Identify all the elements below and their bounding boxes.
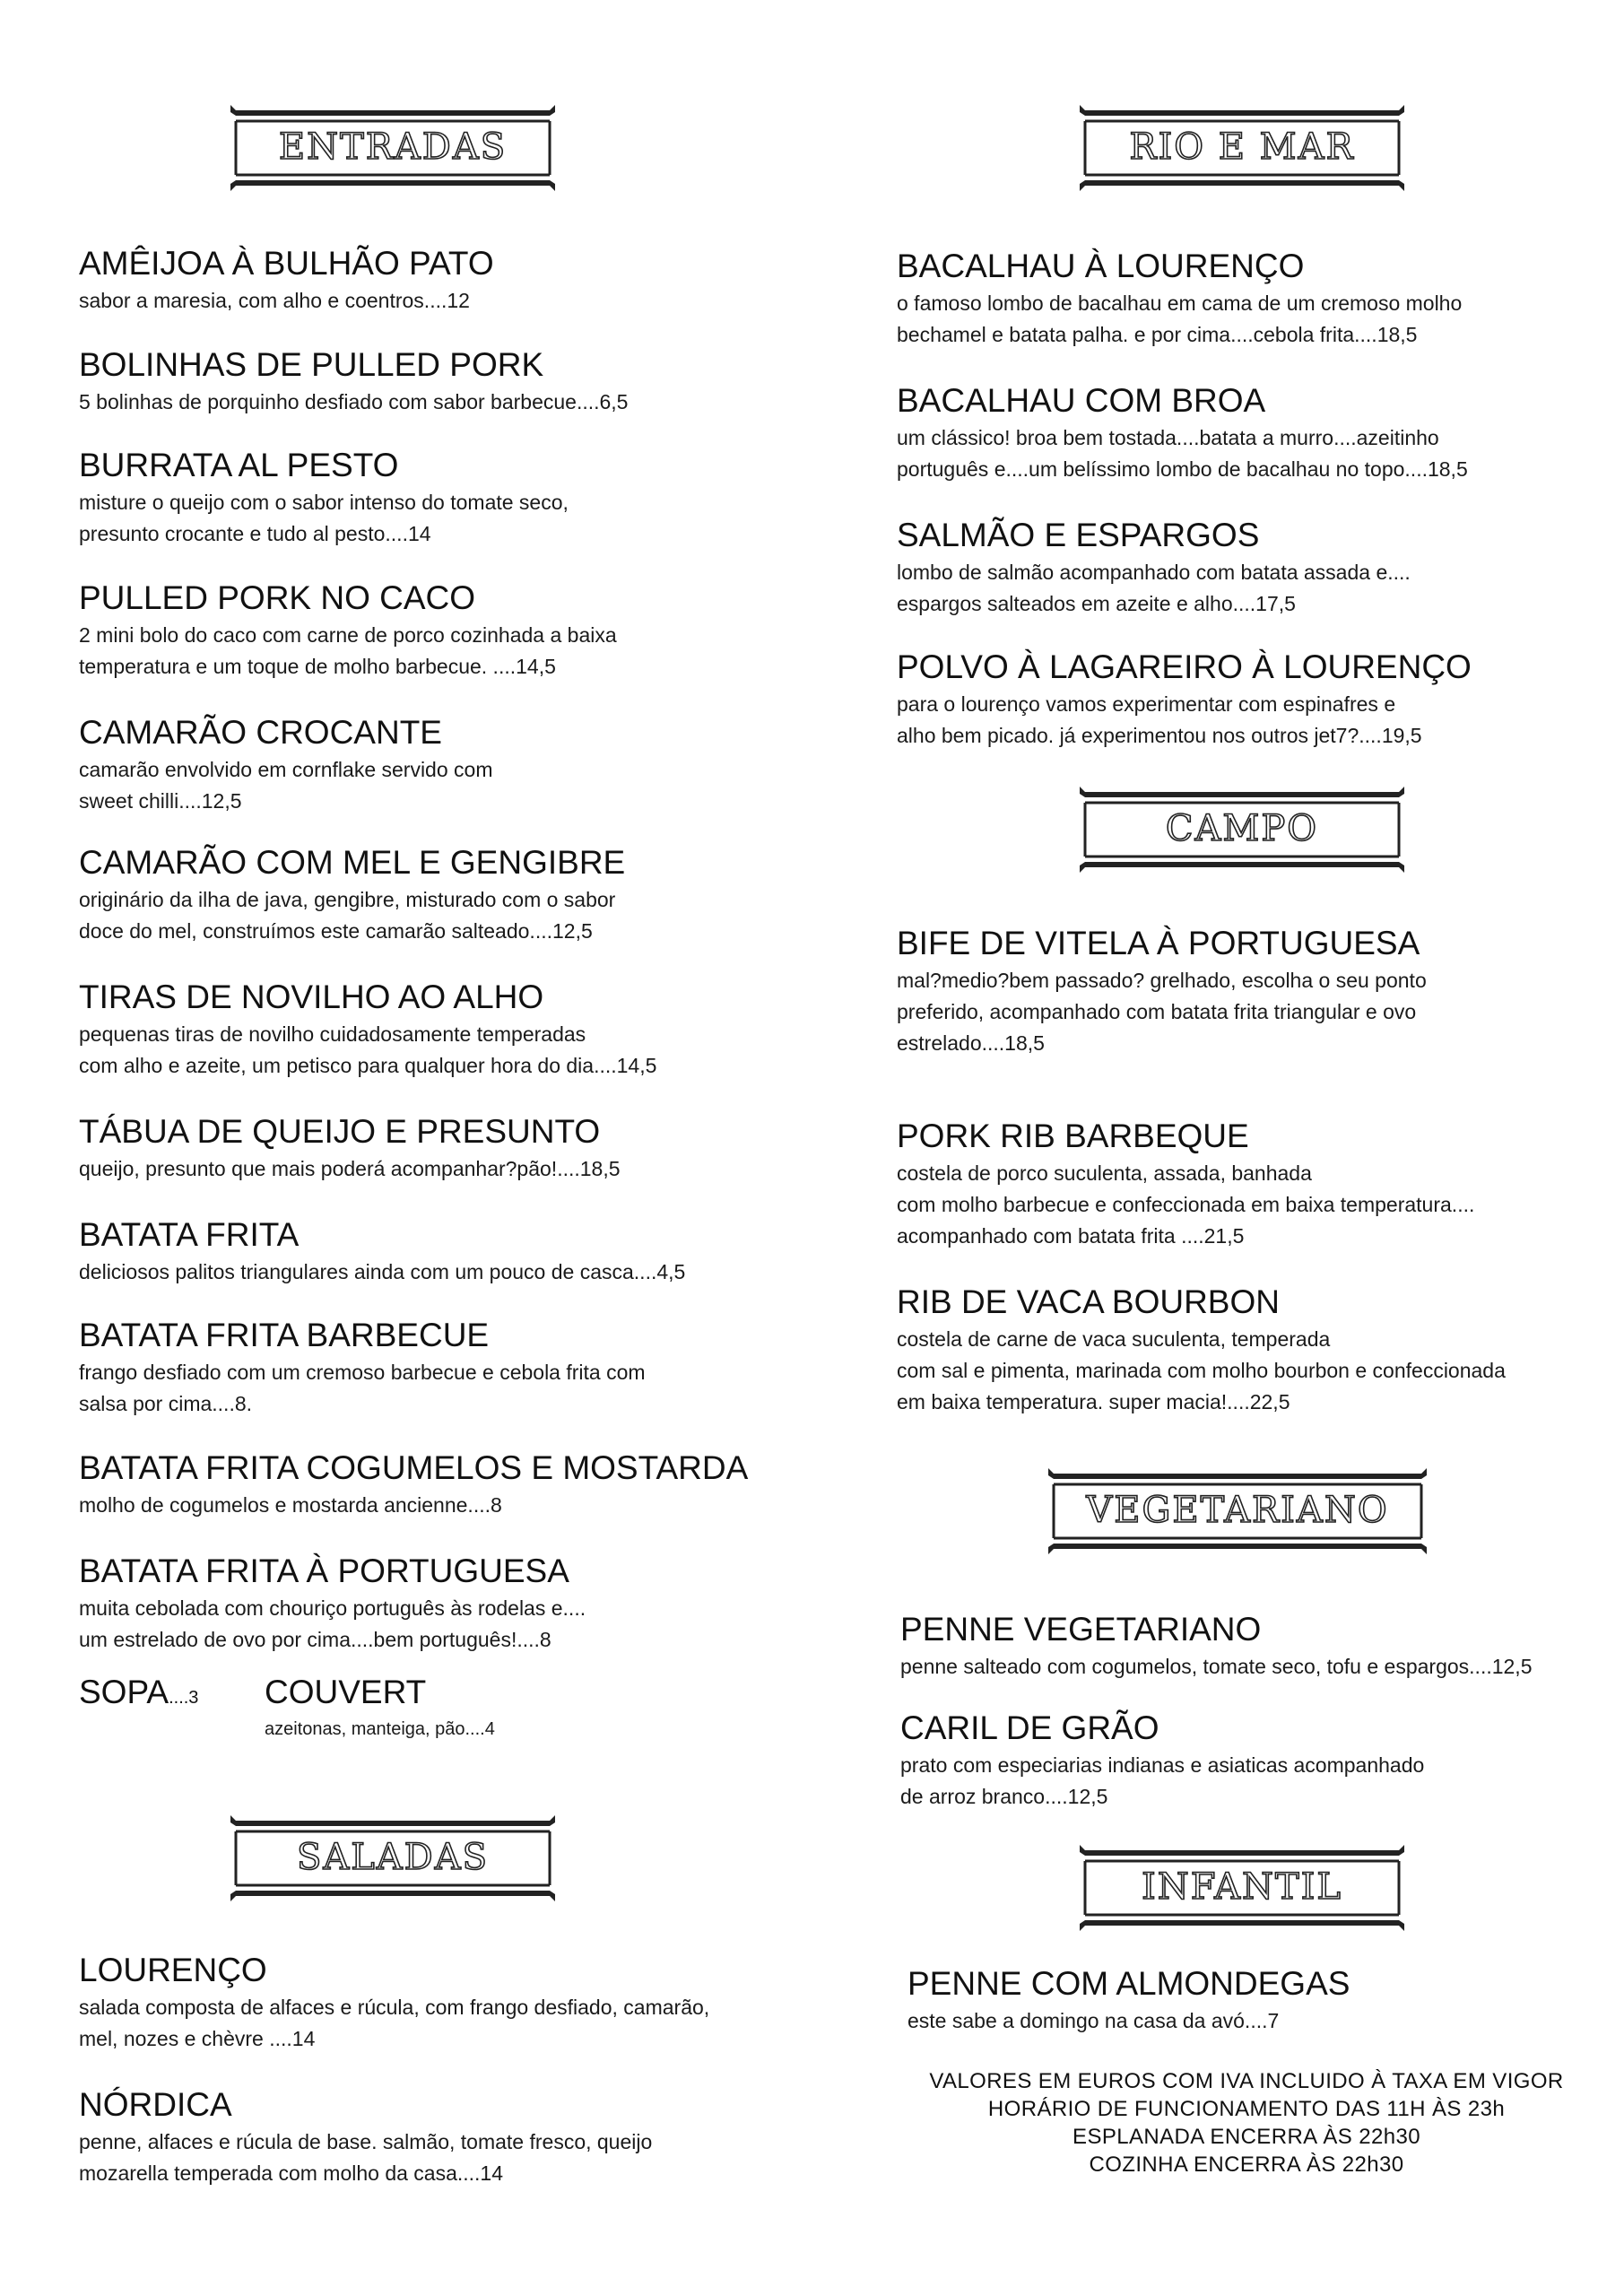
- section-title: CAMPO: [1165, 808, 1319, 849]
- menu-item-description: 5 bolinhas de porquinho desfiado com sabor barbecue....6,5: [79, 390, 629, 413]
- menu-item-description: penne, alfaces e rúcula de base. salmão, tomate fresco, queijo mozarella temperada com molho da casa....14: [79, 2130, 653, 2185]
- menu-item: [79, 1316, 646, 1420]
- section-title: VEGETARIANO: [1086, 1490, 1389, 1531]
- menu-item-description: frango desfiado com um cremoso barbecue e cebola frita com salsa por cima....8.: [79, 1361, 646, 1415]
- menu-item-description: o famoso lombo de bacalhau em cama de um cremoso molho bechamel e batata palha. e por cima....cebola frita....18,5: [897, 291, 1463, 346]
- menu-item: [79, 2085, 652, 2189]
- menu-item-name: CAMARÃO COM MEL E GENGIBRE: [79, 844, 626, 881]
- menu-item-name: BACALHAU COM BROA: [897, 382, 1266, 419]
- menu-item: [897, 516, 1411, 620]
- menu-item-name: PULLED PORK NO CACO: [79, 579, 476, 616]
- menu-item-name: TIRAS DE NOVILHO AO ALHO: [79, 978, 544, 1015]
- menu-item: [79, 1215, 685, 1288]
- footer-line: COZINHA ENCERRA ÀS 22h30: [1089, 2152, 1404, 2177]
- menu-item-name: PENNE COM ALMONDEGAS: [908, 1965, 1350, 2002]
- menu-item: [79, 843, 625, 947]
- menu-item-name: CAMARÃO CROCANTE: [79, 714, 442, 751]
- couvert-name: COUVERT: [265, 1674, 427, 1710]
- menu-item-description: originário da ilha de java, gengibre, misturado com o sabor doce do mel, construímos este camarão salteado....12,5: [79, 888, 616, 943]
- menu-item: [79, 1112, 621, 1185]
- menu-item: [900, 1709, 1424, 1813]
- menu-item: [897, 648, 1472, 752]
- sopa-item: [79, 1673, 198, 1718]
- menu-item-name: LOURENÇO: [79, 1952, 267, 1988]
- menu-item-description: este sabe a domingo na casa da avó....7: [908, 2009, 1280, 2032]
- section-banner-infantil: [1076, 1843, 1408, 1933]
- menu-item-description: misture o queijo com o sabor intenso do tomate seco, presunto crocante e tudo al pesto....14: [79, 491, 569, 545]
- menu-item-description: para o lourenço vamos experimentar com espinafres e alho bem picado. já experimentou nos outros jet7?....19,5: [897, 692, 1422, 747]
- menu-item-name: BACALHAU À LOURENÇO: [897, 248, 1305, 284]
- menu-item-name: SALMÃO E ESPARGOS: [897, 517, 1260, 553]
- menu-item-name: BURRATA AL PESTO: [79, 447, 399, 483]
- footer-line: HORÁRIO DE FUNCIONAMENTO DAS 11H ÀS 23h: [987, 2097, 1506, 2121]
- sopa-price: ....3: [169, 1688, 199, 1708]
- section-banner-campo: [1076, 785, 1408, 874]
- section-title: RIO E MAR: [1129, 126, 1355, 168]
- menu-item-name: TÁBUA DE QUEIJO E PRESUNTO: [79, 1113, 601, 1150]
- menu-item: [79, 446, 569, 550]
- footer-line: ESPLANADA ENCERRA ÀS 22h30: [1073, 2125, 1420, 2149]
- menu-item-description: um clássico! broa bem tostada....batata a murro....azeitinho português e....um belíssimo lombo de bacalhau no topo....18,5: [897, 426, 1468, 481]
- menu-item-name: AMÊIJOA À BULHÃO PATO: [79, 245, 494, 282]
- menu-item-name: PENNE VEGETARIANO: [900, 1611, 1262, 1648]
- menu-item: [79, 1448, 748, 1521]
- menu-item-description: penne salteado com cogumelos, tomate seco, tofu e espargos....12,5: [900, 1655, 1533, 1678]
- section-banner-saladas: [227, 1813, 559, 1903]
- menu-item: [79, 345, 628, 418]
- menu-item: [897, 1117, 1474, 1252]
- menu-item-description: mal?medio?bem passado? grelhado, escolha o seu ponto preferido, acompanhado com batata frita triangular e ovo estrelado....18,5: [897, 969, 1427, 1055]
- menu-item-description: costela de porco suculenta, assada, banhada com molho barbecue e confeccionada em baixa temperatura.... acompanhado com batata frita ....21,5: [897, 1161, 1475, 1248]
- menu-item-description: prato com especiarias indianas e asiaticas acompanhado de arroz branco....12,5: [900, 1753, 1425, 1808]
- section-banner-entradas: [227, 103, 559, 193]
- menu-item: [897, 381, 1468, 485]
- menu-item-description: costela de carne de vaca suculenta, temperada com sal e pimenta, marinada com molho bourbon e confeccionada em baixa temperatura. super macia!....22,5: [897, 1327, 1506, 1413]
- menu-item-name: PORK RIB BARBEQUE: [897, 1118, 1249, 1154]
- menu-item: [897, 247, 1462, 351]
- menu-item-description: queijo, presunto que mais poderá acompanhar?pão!....18,5: [79, 1157, 621, 1180]
- menu-item: [908, 1964, 1350, 2037]
- menu-item-description: salada composta de alfaces e rúcula, com frango desfiado, camarão, mel, nozes e chèvre ....14: [79, 1996, 710, 2050]
- section-title: SALADAS: [296, 1837, 490, 1878]
- menu-item: [79, 713, 492, 817]
- menu-item: [79, 1552, 586, 1656]
- menu-item-name: BATATA FRITA BARBECUE: [79, 1317, 490, 1353]
- menu-item: [897, 924, 1427, 1059]
- menu-item-description: deliciosos palitos triangulares ainda com um pouco de casca....4,5: [79, 1260, 686, 1283]
- menu-item-description: molho de cogumelos e mostarda ancienne....8: [79, 1493, 502, 1517]
- section-title: ENTRADAS: [278, 126, 508, 168]
- menu-item-description: pequenas tiras de novilho cuidadosamente temperadas com alho e azeite, um petisco para qualquer hora do dia....14,5: [79, 1022, 657, 1077]
- menu-item-description: camarão envolvido em cornflake servido com sweet chilli....12,5: [79, 758, 493, 813]
- menu-item-name: POLVO À LAGAREIRO À LOURENÇO: [897, 648, 1472, 685]
- menu-item: [900, 1610, 1533, 1683]
- section-title: INFANTIL: [1141, 1866, 1342, 1908]
- menu-item-name: BATATA FRITA: [79, 1216, 300, 1253]
- menu-item-name: BIFE DE VITELA À PORTUGUESA: [897, 925, 1420, 961]
- menu-item-description: sabor a maresia, com alho e coentros....12: [79, 289, 470, 312]
- menu-item-name: BATATA FRITA COGUMELOS E MOSTARDA: [79, 1449, 749, 1486]
- section-banner-rio-e-mar: [1076, 103, 1408, 193]
- menu-item-name: CARIL DE GRÃO: [900, 1709, 1159, 1746]
- menu-item-description: muita cebolada com chouriço português às rodelas e.... um estrelado de ovo por cima....bem português!....8: [79, 1596, 586, 1651]
- menu-item: [79, 1951, 709, 2055]
- couvert-desc: azeitonas, manteiga, pão....4: [265, 1719, 495, 1739]
- menu-item: [79, 578, 617, 683]
- section-banner-vegetariano: [1045, 1466, 1430, 1556]
- footer-line: VALORES EM EUROS COM IVA INCLUIDO À TAXA EM VIGOR: [929, 2069, 1564, 2093]
- menu-item-name: RIB DE VACA BOURBON: [897, 1283, 1280, 1320]
- menu-item: [79, 244, 494, 317]
- footer-notes: [888, 2067, 1605, 2179]
- menu-item-name: BOLINHAS DE PULLED PORK: [79, 346, 544, 383]
- menu-item: [79, 978, 656, 1082]
- couvert-item: [265, 1673, 495, 1745]
- sopa-name: SOPA: [79, 1674, 169, 1710]
- menu-item-description: lombo de salmão acompanhado com batata assada e.... espargos salteados em azeite e alho....17,5: [897, 561, 1411, 615]
- menu-item: [897, 1283, 1506, 1418]
- menu-item-name: NÓRDICA: [79, 2086, 232, 2123]
- menu-item-name: BATATA FRITA À PORTUGUESA: [79, 1552, 569, 1589]
- menu-item-description: 2 mini bolo do caco com carne de porco cozinhada a baixa temperatura e um toque de molho barbecue. ....14,5: [79, 623, 617, 678]
